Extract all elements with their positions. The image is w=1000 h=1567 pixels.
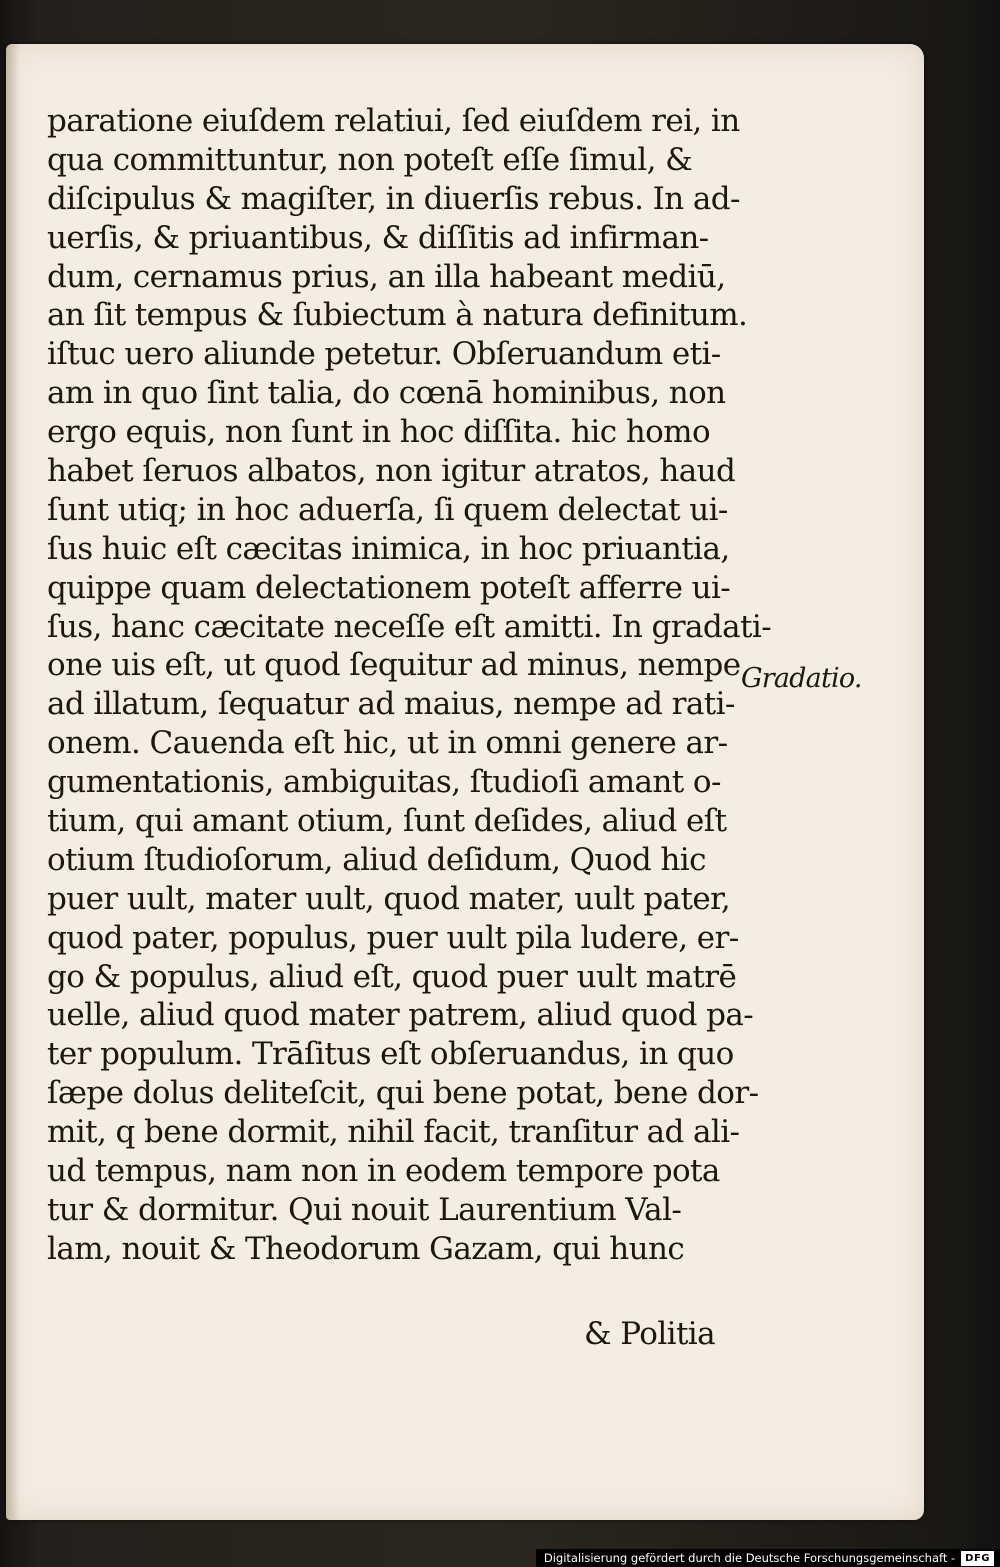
text-line: ergo equis, non ſunt in hoc diſſita. hic homo [47, 414, 711, 451]
text-line: ad illatum, ſequatur ad maius, nempe ad rati- [47, 686, 735, 723]
text-line: uelle, aliud quod mater patrem, aliud quod pa- [47, 997, 754, 1034]
text-line: go & populus, aliud eſt, quod puer uult matrē [47, 958, 737, 995]
text-line: dum, cernamus prius, an illa habeant mediū, [47, 258, 726, 295]
text-line: am in quo ſint talia, do cœnā hominibus, non [47, 375, 726, 412]
text-line: ter populum. Trāſitus eſt obſeruandus, in quo [47, 1036, 734, 1073]
marginal-note: Gradatio. [741, 663, 862, 694]
text-line: paratione eiuſdem relatiui, ſed eiuſdem rei, in [47, 103, 740, 139]
text-line: quippe quam delectationem poteſt afferre ui- [47, 569, 731, 606]
text-line: tur & dormitur. Qui nouit Laurentium Val- [47, 1191, 682, 1228]
text-line: puer uult, mater uult, quod mater, uult pater, [47, 880, 731, 917]
text-line: onem. Cauenda eſt hic, ut in omni genere ar- [47, 725, 728, 762]
body-text [47, 102, 772, 1269]
dfg-logo-icon: DFG [961, 1551, 994, 1566]
text-line: ud tempus, nam non in eodem tempore pota [47, 1153, 720, 1190]
text-line: tium, qui amant otium, ſunt deſides, aliud eſt [47, 803, 727, 840]
text-line: habet ſeruos albatos, non igitur atratos, haud [47, 453, 736, 490]
text-line: mit, q bene dormit, nihil facit, tranſitur ad ali- [47, 1114, 740, 1151]
text-line: iſtuc uero aliunde petetur. Obſeruandum eti- [47, 336, 721, 373]
catchword: & Politia [584, 1316, 715, 1352]
text-line: an ſit tempus & ſubiectum à natura definitum. [47, 297, 748, 334]
footer-credit-text: Digitalisierung gefördert durch die Deutsche Forschungsgemeinschaft - [543, 1551, 956, 1565]
text-line: uerſis, & priuantibus, & diſſitis ad infirman- [47, 219, 709, 256]
text-line: quod pater, populus, puer uult pila ludere, er- [47, 919, 739, 956]
text-line: qua committuntur, non poteſt eſſe ſimul, & [47, 141, 693, 178]
text-line: ſus huic eſt cæcitas inimica, in hoc priuantia, [47, 530, 730, 567]
book-page [6, 44, 924, 1520]
text-line: one uis eſt, ut quod ſequitur ad minus, nempe [47, 647, 741, 684]
text-line: gumentationis, ambiguitas, ſtudioſi amant o- [47, 764, 721, 801]
digitization-footer [536, 1549, 1000, 1567]
text-line: ſæpe dolus deliteſcit, qui bene potat, bene dor- [47, 1075, 759, 1112]
text-line: ſunt utiq; in hoc aduerſa, ſi quem delectat ui- [47, 491, 728, 528]
text-line: ſus, hanc cæcitate neceſſe eſt amitti. In gradati- [47, 608, 772, 645]
text-line: diſcipulus & magiſter, in diuerſis rebus. In ad- [47, 180, 740, 217]
text-line: lam, nouit & Theodorum Gazam, qui hunc [47, 1230, 685, 1267]
text-line: otium ſtudioſorum, aliud deſidum, Quod hic [47, 841, 706, 878]
